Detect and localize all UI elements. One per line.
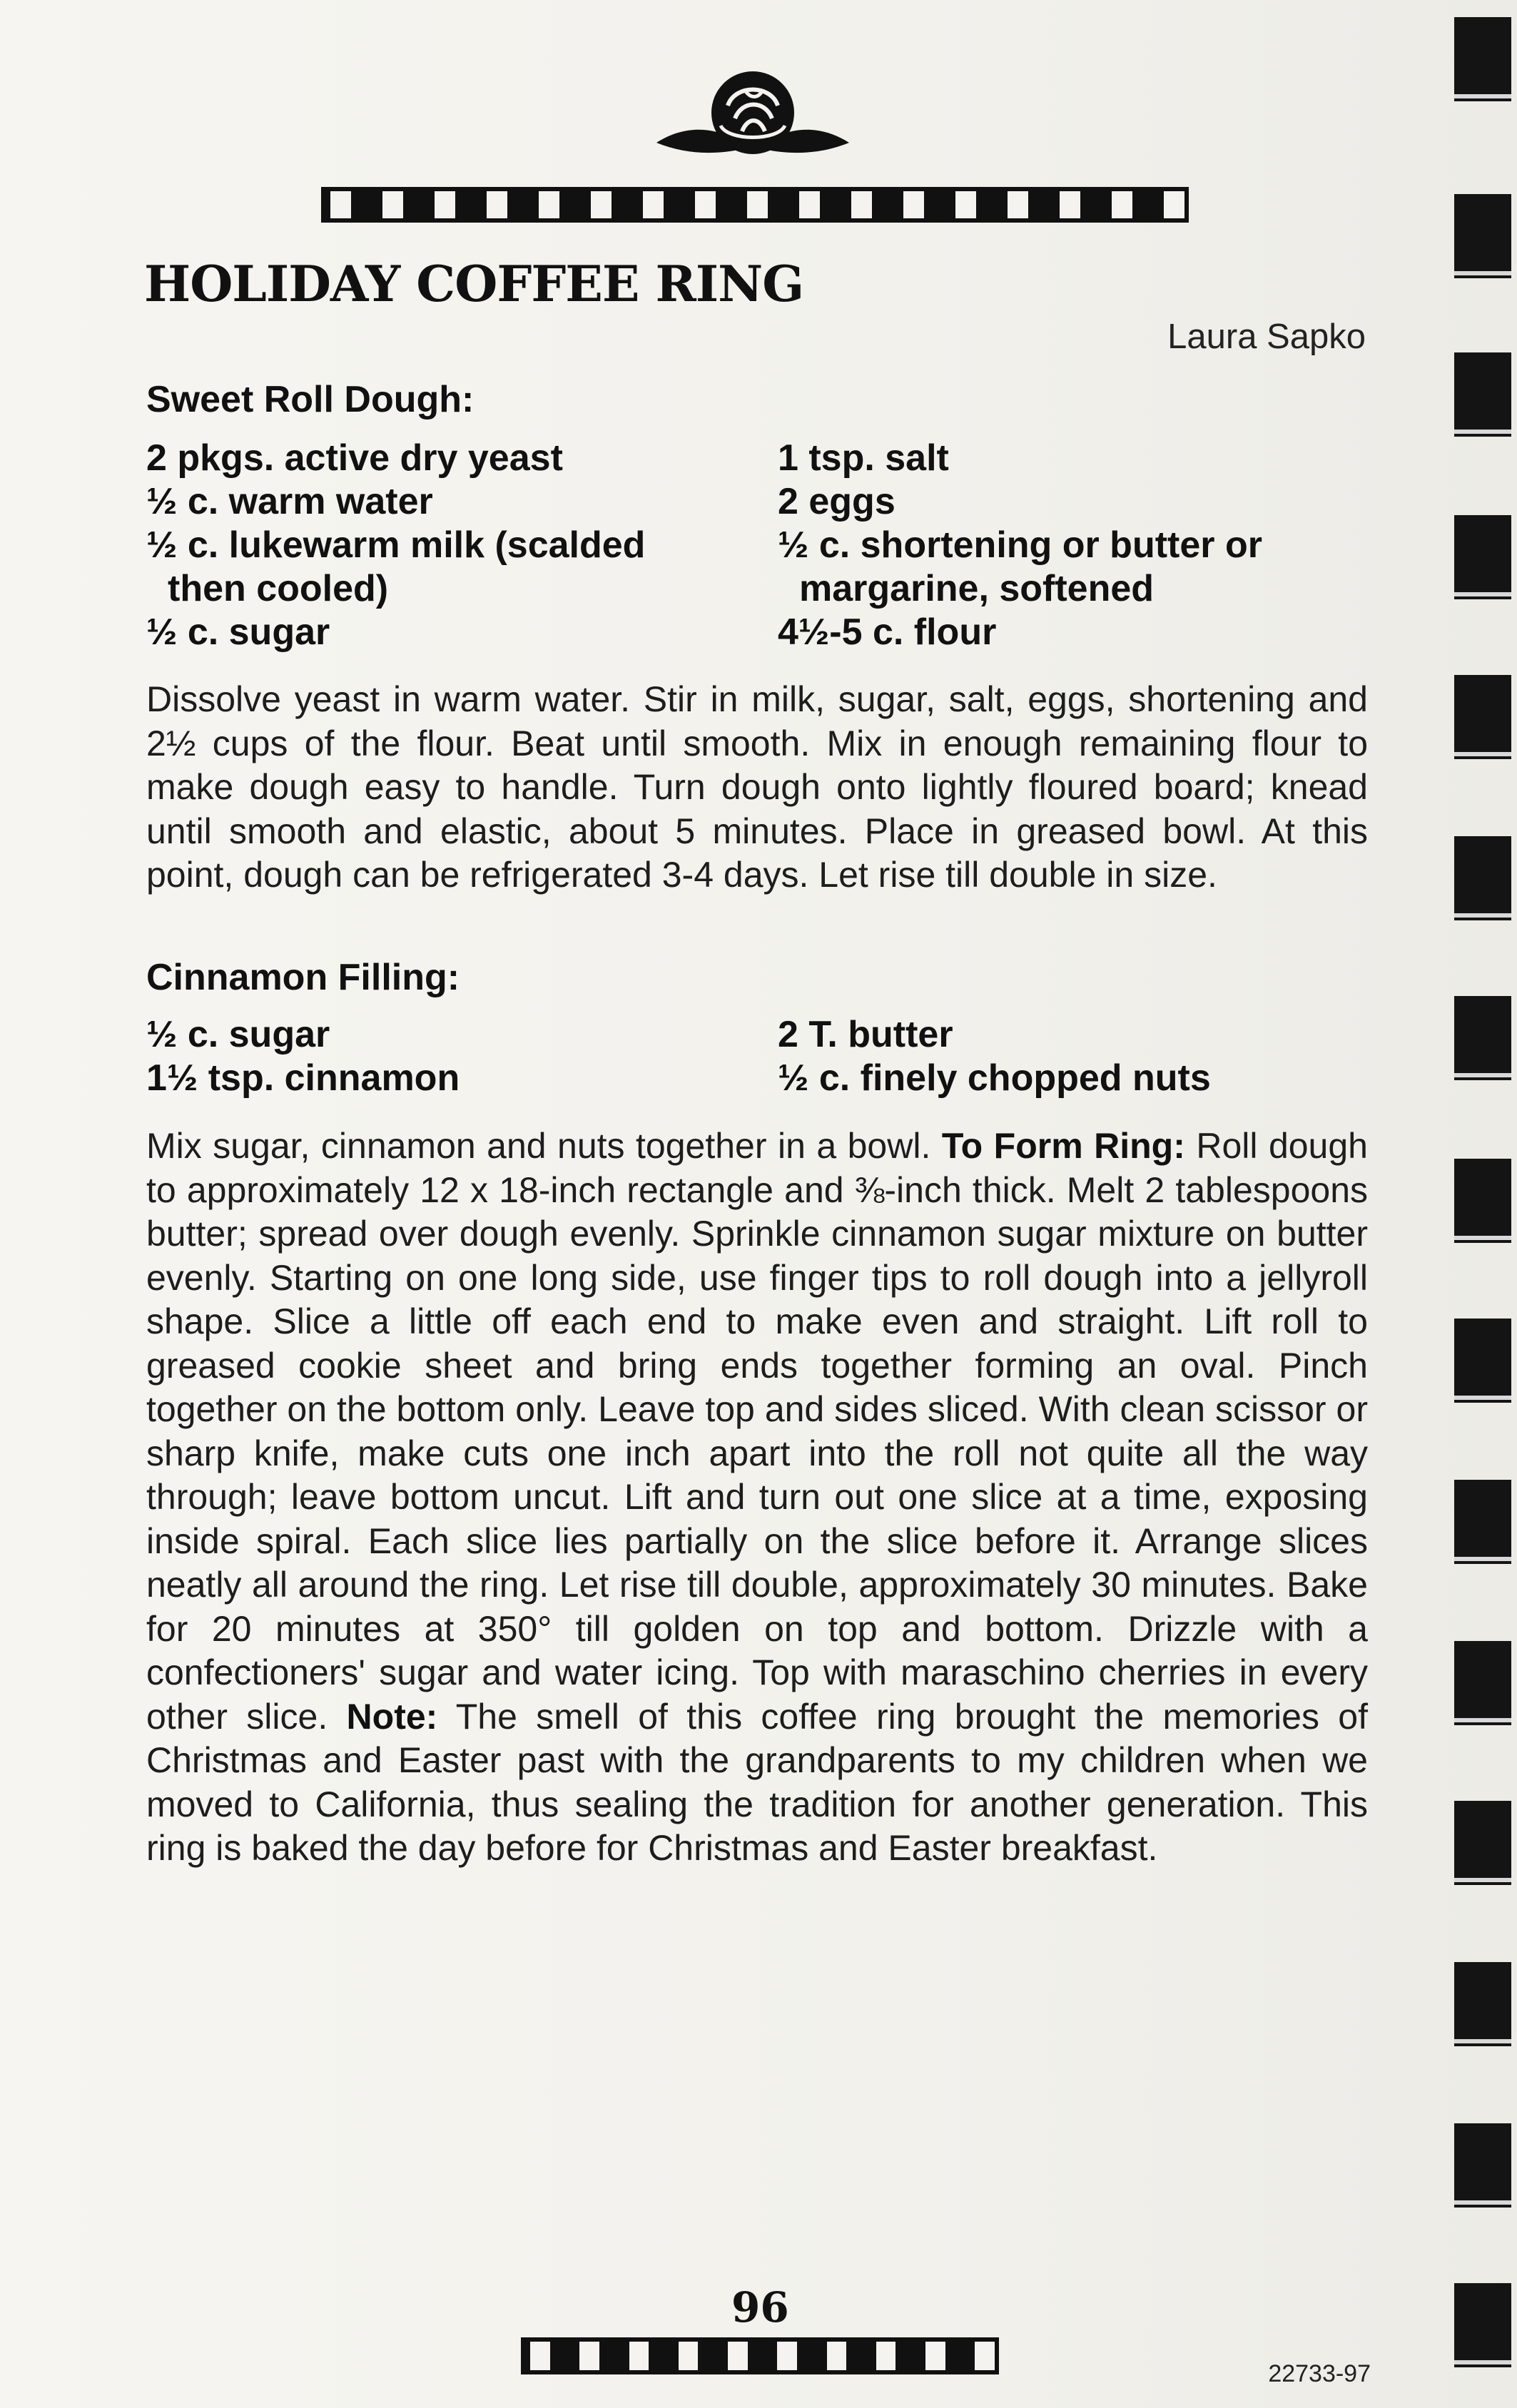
note-label: Note: (346, 1696, 438, 1737)
note-text: The smell of this coffee ring brought the memories of Christmas and Easter past with the grandparents to my children when we moved to California, thus sealing the tradition for another generation. This ring is baked the day before for Christmas and Easter breakfast. (146, 1696, 1368, 1868)
ingredient: margarine, softened (799, 568, 1155, 609)
checker-divider-top (321, 187, 1189, 223)
checker-divider-bottom (521, 2337, 999, 2374)
ingredient: 2 eggs (778, 481, 896, 522)
rose-ornament-icon (628, 63, 878, 170)
ingredient: ½ c. sugar (146, 611, 330, 653)
ingredient: ½ c. sugar (146, 1014, 330, 1055)
ingredient: ½ c. shortening or butter or (778, 524, 1262, 566)
dough-ingredients-right (778, 437, 1262, 654)
form-ring-text: Roll dough to approximately 12 x 18-inch rectangle and ⅜-inch thick. Melt 2 tablespoons butter; spread over dough evenly. Sprinkle cinnamon sugar mixture on butter evenly. Starting on one long side, use finger tips to roll dough into a jellyroll shape. Slice a little off each end to make even and straight. Lift roll to greased cookie sheet and bring ends together forming an oval. Pinch together on the bottom only. Leave top and sides sliced. With clean scissor or sharp knife, make cuts one inch apart into the roll not quite all the way through; leave bottom uncut. Lift and turn out one slice at a time, exposing inside spiral. Each slice lies partially on the slice before it. Arrange slices neatly all around the ring. Let rise till double, approximately 30 minutes. Bake for 20 minutes at 350° till golden on top and bottom. Drizzle with a confectioners' sugar and water icing. Top with maraschino cherries in every other slice. (146, 1126, 1368, 1737)
ingredient: 4½-5 c. flour (778, 611, 997, 653)
catalog-code: 22733-97 (1268, 2360, 1371, 2387)
filling-ingredients-right (778, 1013, 1211, 1100)
form-ring-label: To Form Ring: (941, 1126, 1185, 1166)
ingredient: 2 pkgs. active dry yeast (146, 437, 563, 479)
page-number: 96 (731, 2283, 789, 2332)
dough-heading: Sweet Roll Dough: (146, 379, 475, 420)
recipe-author: Laura Sapko (1167, 317, 1366, 356)
ingredient: 1½ tsp. cinnamon (146, 1057, 460, 1099)
dough-ingredients-left (146, 437, 645, 654)
filling-heading: Cinnamon Filling: (146, 957, 460, 998)
spiral-binding-holes (1448, 0, 1517, 2408)
recipe-title: HOLIDAY COFFEE RING (144, 255, 804, 313)
filling-directions: Mix sugar, cinnamon and nuts together in a bowl. (146, 1126, 931, 1166)
ingredient: ½ c. warm water (146, 481, 433, 522)
filling-and-ring-directions (146, 1124, 1368, 1871)
ingredient: ½ c. finely chopped nuts (778, 1057, 1211, 1099)
filling-ingredients-left (146, 1013, 460, 1100)
ingredient: 2 T. butter (778, 1014, 953, 1055)
dough-directions: Dissolve yeast in warm water. Stir in milk, sugar, salt, eggs, shortening and 2½ cups of the flour. Beat until smooth. Mix in enough remaining flour to make dough easy to handle. Turn dough onto lightly floured board; knead until smooth and elastic, about 5 minutes. Place in greased bowl. At this point, dough can be refrigerated 3-4 days. Let rise till double in size. (146, 679, 1368, 895)
ingredient: 1 tsp. salt (778, 437, 949, 479)
ingredient: ½ c. lukewarm milk (scalded (146, 524, 646, 566)
ingredient: then cooled) (168, 568, 389, 609)
